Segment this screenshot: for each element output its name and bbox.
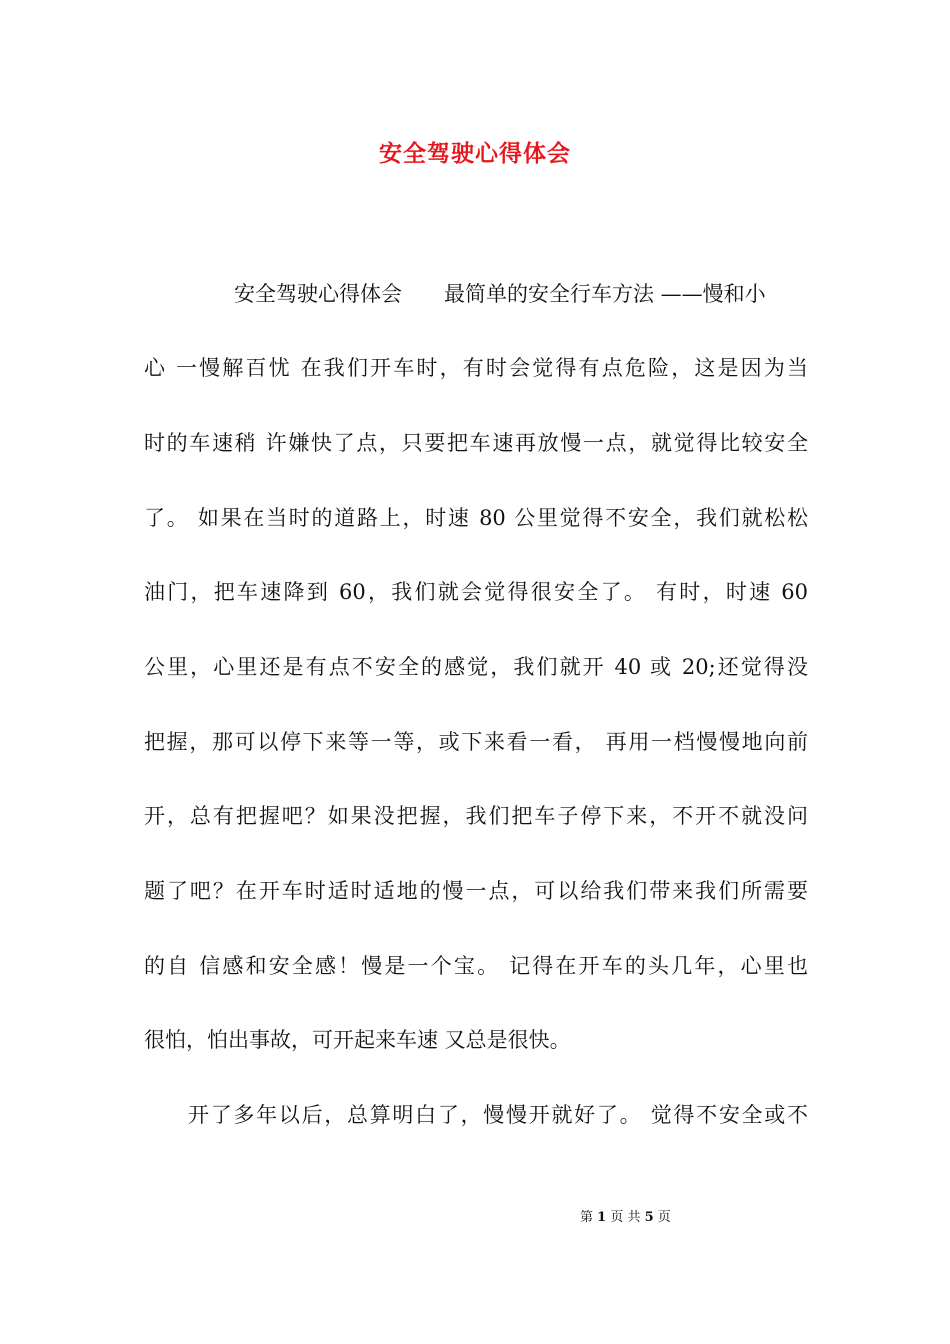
footer-suffix: 页 [657, 1210, 671, 1225]
document-title: 安全驾驶心得体会 [379, 140, 571, 167]
paragraph-line-1: 安全驾驶心得体会 最简单的安全行车方法 ——慢和小 [234, 282, 766, 306]
paragraph-line-9: 题了吧？在开车时适时适地的慢一点，可以给我们带来我们所需要 [144, 879, 808, 903]
paragraph-line-6: 公里，心里还是有点不安全的感觉，我们就开 40 或 20;还觉得没 [144, 655, 808, 679]
page-footer [580, 1209, 671, 1227]
footer-middle: 页 共 [610, 1210, 641, 1225]
paragraph-line-3: 时的车速稍 许嫌快了点，只要把车速再放慢一点，就觉得比较安全 [144, 431, 808, 455]
paragraph-line-12: 开了多年以后，总算明白了，慢慢开就好了。 觉得不安全或不 [188, 1103, 808, 1127]
paragraph-line-4: 了。 如果在当时的道路上，时速 80 公里觉得不安全，我们就松松 [144, 506, 808, 530]
footer-prefix: 第 [580, 1210, 594, 1225]
paragraph-line-11: 很怕，怕出事故，可开起来车速 又总是很快。 [144, 1028, 571, 1052]
paragraph-line-2: 心 一慢解百忧 在我们开车时，有时会觉得有点危险，这是因为当 [144, 356, 808, 380]
paragraph-line-8: 开，总有把握吧？如果没把握，我们把车子停下来，不开不就没问 [144, 804, 808, 828]
footer-total-pages: 5 [644, 1210, 654, 1225]
paragraph-line-10: 的自 信感和安全感！慢是一个宝。 记得在开车的头几年，心里也 [144, 954, 808, 978]
paragraph-line-7: 把握，那可以停下来等一等，或下来看一看， 再用一档慢慢地向前 [144, 730, 808, 754]
paragraph-line-5: 油门，把车速降到 60，我们就会觉得很安全了。 有时，时速 60 [144, 580, 808, 604]
footer-page-number: 1 [597, 1210, 607, 1225]
